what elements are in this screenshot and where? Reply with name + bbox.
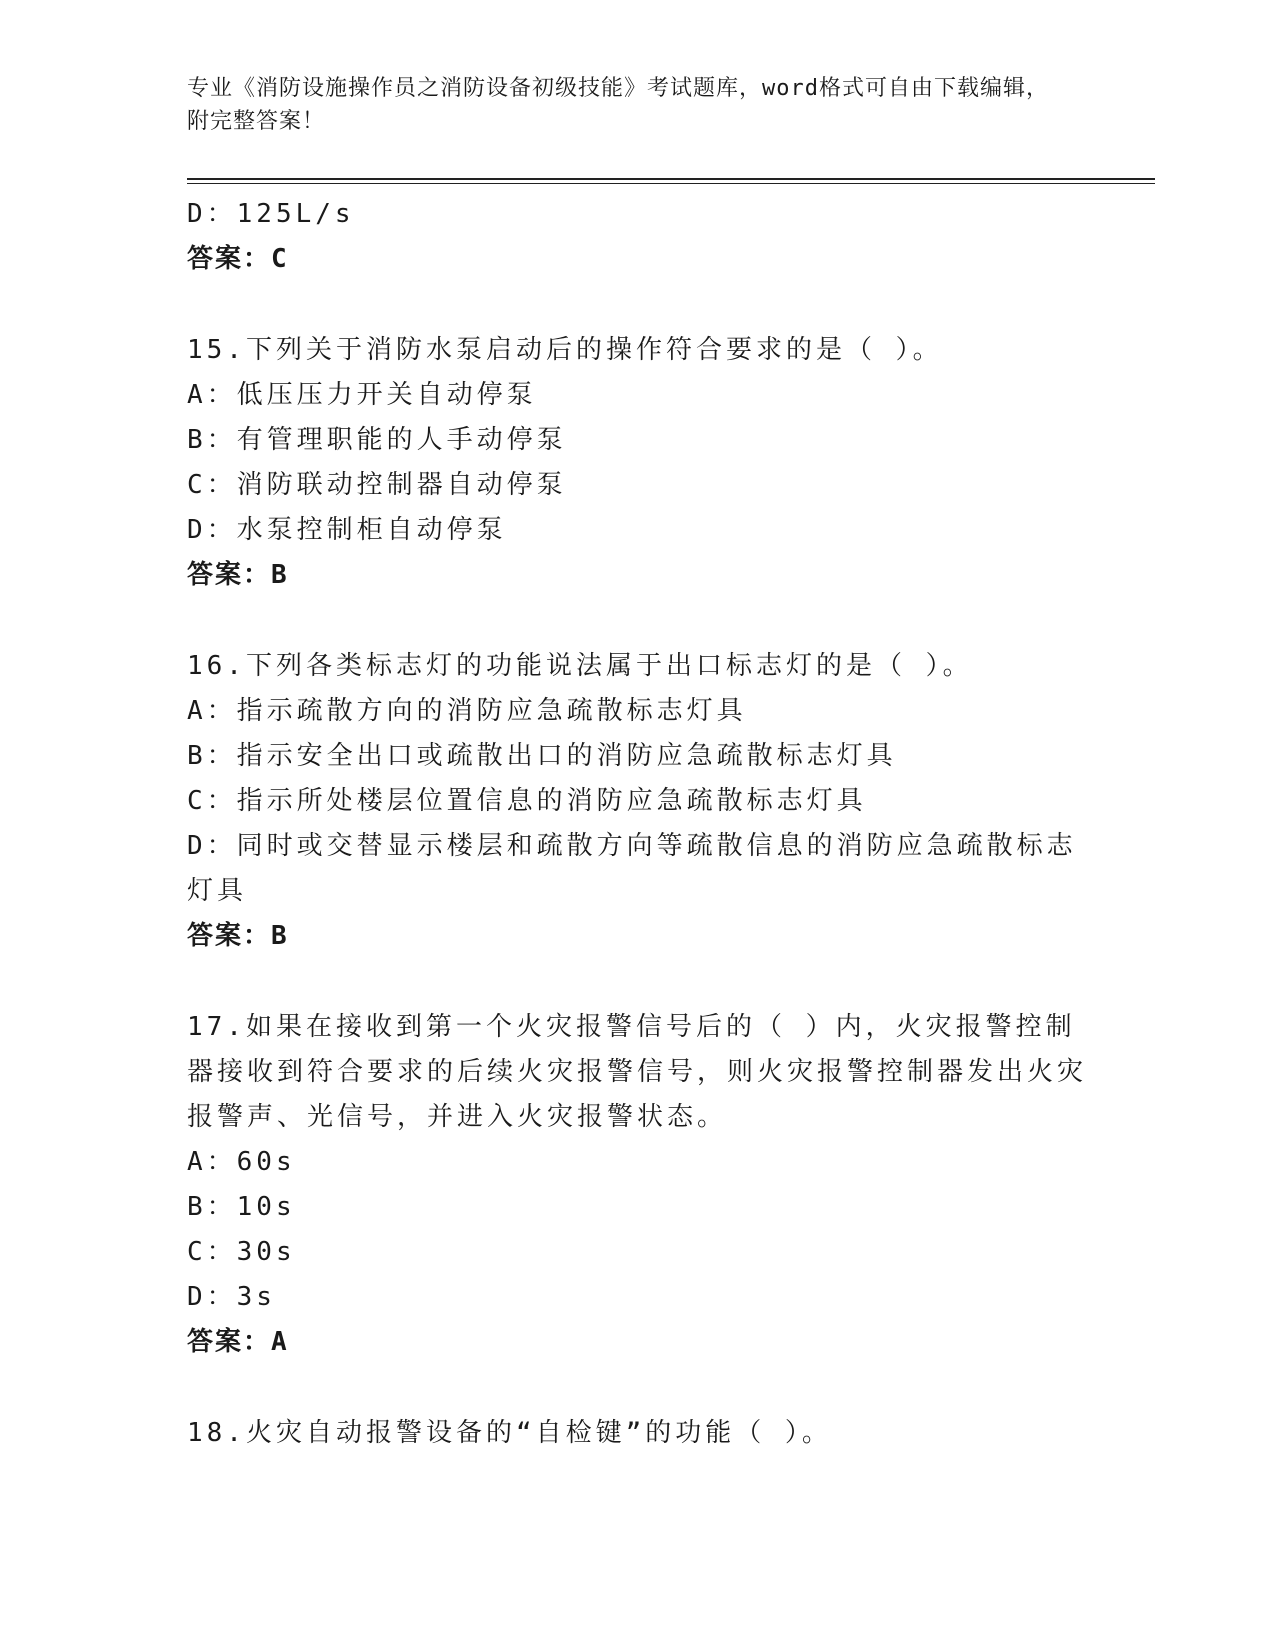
option-b: B：10s	[187, 1192, 296, 1222]
option-a: A：60s	[187, 1147, 296, 1177]
question-stem: 16.下列各类标志灯的功能说法属于出口标志灯的是（ ）。	[187, 651, 973, 681]
question-stem: 17.如果在接收到第一个火灾报警信号后的（ ）内，火灾报警控制器接收到符合要求的后续火灾报警信号，则火灾报警控制器发出火灾报警声、光信号，并进入火灾报警状态。	[187, 1012, 1088, 1132]
answer: 答案：C	[187, 244, 289, 274]
option-d: D：同时或交替显示楼层和疏散方向等疏散信息的消防应急疏散标志灯具	[187, 831, 1077, 906]
option-c: C：指示所处楼层位置信息的消防应急疏散标志灯具	[187, 786, 867, 816]
answer: 答案：B	[187, 921, 289, 951]
question-stem: 18.火灾自动报警设备的“自检键”的功能（ ）。	[187, 1418, 832, 1448]
answer: 答案：B	[187, 560, 289, 590]
option-c: C：30s	[187, 1237, 296, 1267]
question-stem: 15.下列关于消防水泵启动后的操作符合要求的是（ ）。	[187, 335, 943, 365]
option-a: A：低压压力开关自动停泵	[187, 380, 537, 410]
document-header: 专业《消防设施操作员之消防设备初级技能》考试题库，word格式可自由下载编辑，附完整答案！	[187, 76, 1049, 134]
header-divider	[187, 178, 1155, 180]
option-b: B：有管理职能的人手动停泵	[187, 425, 567, 455]
option-b: B：指示安全出口或疏散出口的消防应急疏散标志灯具	[187, 741, 897, 771]
option-d: D：3s	[187, 1282, 276, 1312]
option-a: A：指示疏散方向的消防应急疏散标志灯具	[187, 696, 747, 726]
question-list	[187, 192, 1087, 1456]
option-d: D：125L/s	[187, 199, 355, 229]
option-c: C：消防联动控制器自动停泵	[187, 470, 567, 500]
header-divider-thin	[187, 183, 1155, 184]
answer: 答案：A	[187, 1327, 289, 1357]
option-d: D：水泵控制柜自动停泵	[187, 515, 507, 545]
